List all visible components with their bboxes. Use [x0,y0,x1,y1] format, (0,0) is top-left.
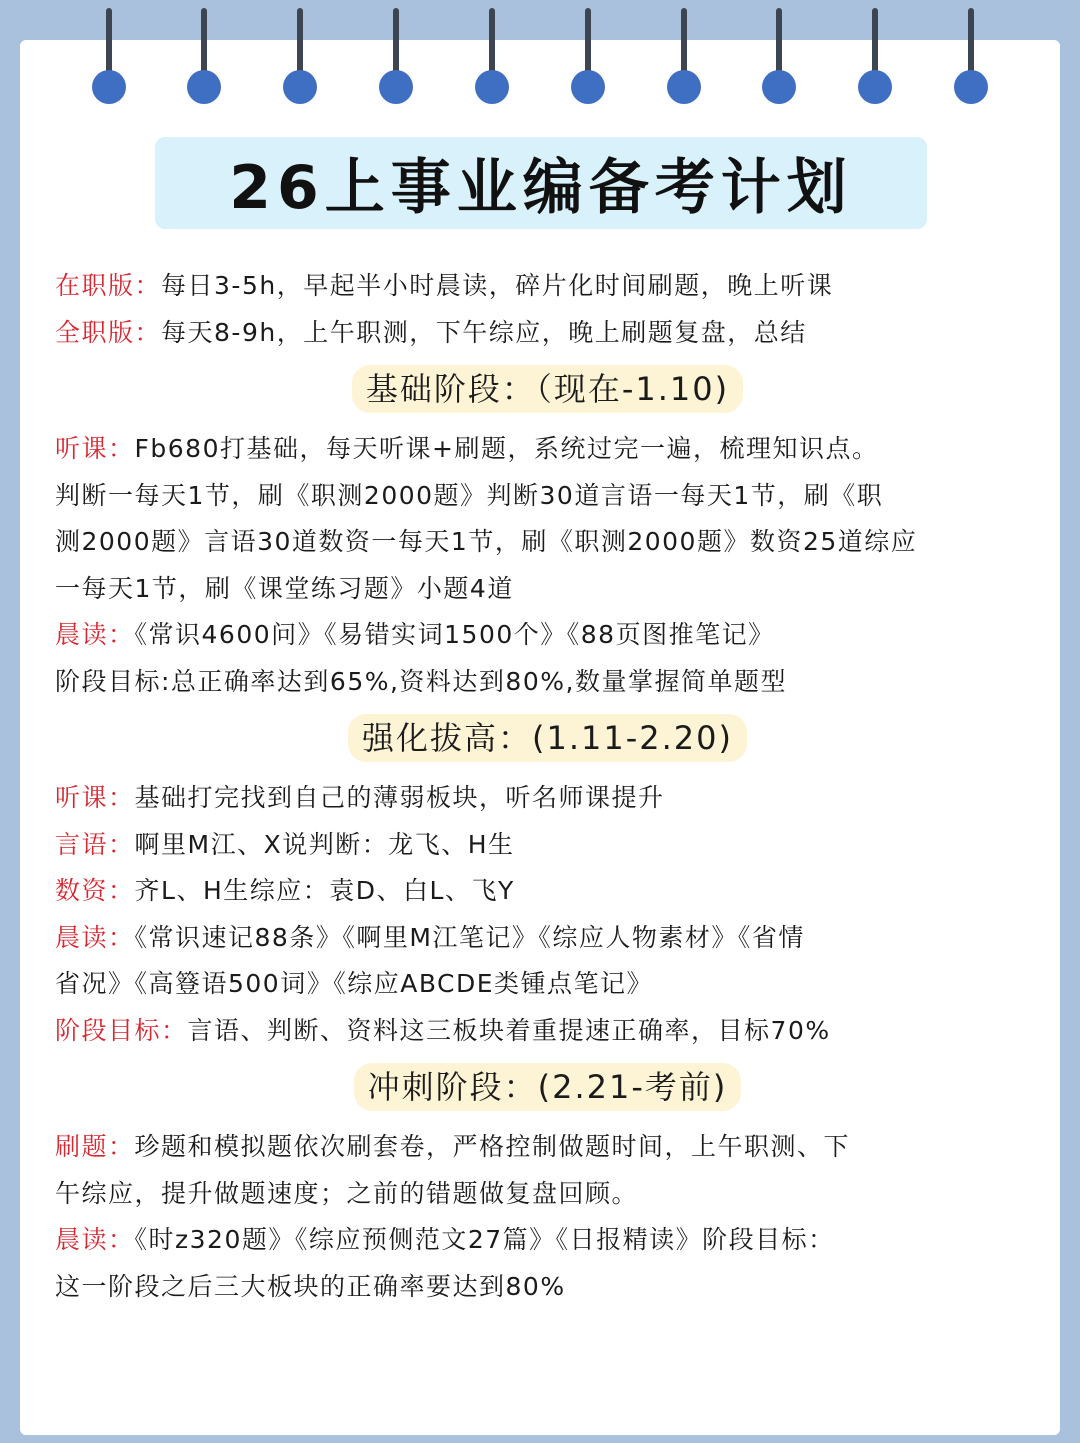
line-text: 啊里M江、X说判断：龙飞、H生 [134,829,515,859]
section-line [55,659,1040,706]
binder-ring-icon [92,8,126,108]
line-key: 晨读 [55,1225,109,1254]
section-line [55,822,1040,869]
line-key: 全职版 [55,317,135,347]
line-sep: ： [108,1225,135,1254]
line-key: 晨读 [55,922,109,952]
section-line [55,473,1040,520]
section-heading-sprint [55,1063,1040,1111]
section-line [55,915,1040,962]
intro-line [55,263,1040,310]
line-text: 基础打完找到自己的薄弱板块，听名师课提升 [134,783,665,812]
section-heading-label: 强化拔高：(1.11-2.20) [348,714,747,762]
line-key: 刷题 [55,1132,109,1161]
line-key: 阶段目标 [55,1015,162,1045]
line-text: Fb680打基础，每天听课+刷题，系统过完一遍，梳理知识点。 [134,434,879,463]
section-line [55,1124,1040,1171]
section-line [55,775,1040,822]
line-text: 午综应，提升做题速度；之前的错题做复盘回顾。 [55,1178,639,1208]
section-heading-label: 冲刺阶段：(2.21-考前) [354,1063,742,1111]
intro-line [55,310,1040,357]
line-text: 齐L、H生综应：袁D、白L、飞Y [134,876,515,905]
section-heading-intensive [55,714,1040,762]
line-sep: ： [134,271,162,300]
line-sep: ： [161,1015,188,1045]
binder-ring-icon [667,8,701,108]
line-text: 阶段目标:总正确率达到65%,资料达到80%,数量掌握简单题型 [55,666,787,696]
line-key: 在职版 [55,271,135,300]
binder-ring-icon [283,8,317,108]
binder-ring-icon [187,8,221,108]
line-sep: ： [134,317,162,347]
section-heading-label: 基础阶段：（现在-1.10) [352,365,743,413]
title-banner [155,137,927,229]
line-text: 《常识4600问》《易错实词1500个》《88页图推笔记》 [134,620,775,649]
line-text: 省况》《高簦语500词》《综应ABCDE类锺点笔记》 [55,969,654,998]
line-text: 判断一每天1节，刷《职测2000题》判断30道言语一每天1节，刷《职 [55,480,884,510]
line-text: 言语、判断、资料这三板块着重提速正确率，目标70% [187,1015,831,1045]
line-sep: ： [108,1132,135,1161]
binder-ring-icon [954,8,988,108]
line-sep: ： [108,620,135,649]
binder-ring-icon [379,8,413,108]
line-text: 这一阶段之后三大板块的正确率要达到80% [55,1271,566,1301]
binder-ring-icon [475,8,509,108]
line-text: 每日3-5h，早起半小时晨读，碎片化时间刷题，晚上听课 [161,271,834,300]
line-text: 测2000题》言语30道数资一每天1节，刷《职测2000题》数资25道综应 [55,527,918,556]
section-line [55,519,1040,566]
section-line [55,426,1040,473]
section-line [55,566,1040,613]
line-text: 每天8-9h，上午职测，下午综应，晚上刷题复盘，总结 [161,317,807,347]
line-text: 《时z320题》《综应预侧范文27篇》《日报精读》阶段目标： [134,1225,835,1254]
section-line [55,961,1040,1008]
binder-ring-icon [571,8,605,108]
line-text: 《常识速记88条》《啊里M江笔记》《综应人物素材》《省情 [134,922,805,952]
plan-content [55,263,1040,1310]
section-line [55,868,1040,915]
binder-ring-icon [762,8,796,108]
section-line [55,1264,1040,1311]
line-sep: ： [108,434,135,463]
line-sep: ： [108,783,135,812]
line-key: 听课 [55,434,109,463]
section-line [55,1171,1040,1218]
binder-rings [0,0,1080,110]
line-sep: ： [108,922,135,952]
line-text: 一每天1节，刷《课堂练习题》小题4道 [55,573,514,603]
section-line [55,612,1040,659]
line-key: 听课 [55,783,109,812]
line-key: 晨读 [55,620,109,649]
line-sep: ： [108,829,135,859]
section-line [55,1008,1040,1055]
line-text: 珍题和模拟题依次刷套卷，严格控制做题时间，上午职测、下 [134,1132,851,1161]
section-line [55,1217,1040,1264]
line-key: 数资 [55,876,109,905]
binder-ring-icon [858,8,892,108]
page-title: 26上事业编备考计划 [229,153,853,223]
line-key: 言语 [55,829,109,859]
line-sep: ： [108,876,135,905]
section-heading-basic [55,365,1040,413]
